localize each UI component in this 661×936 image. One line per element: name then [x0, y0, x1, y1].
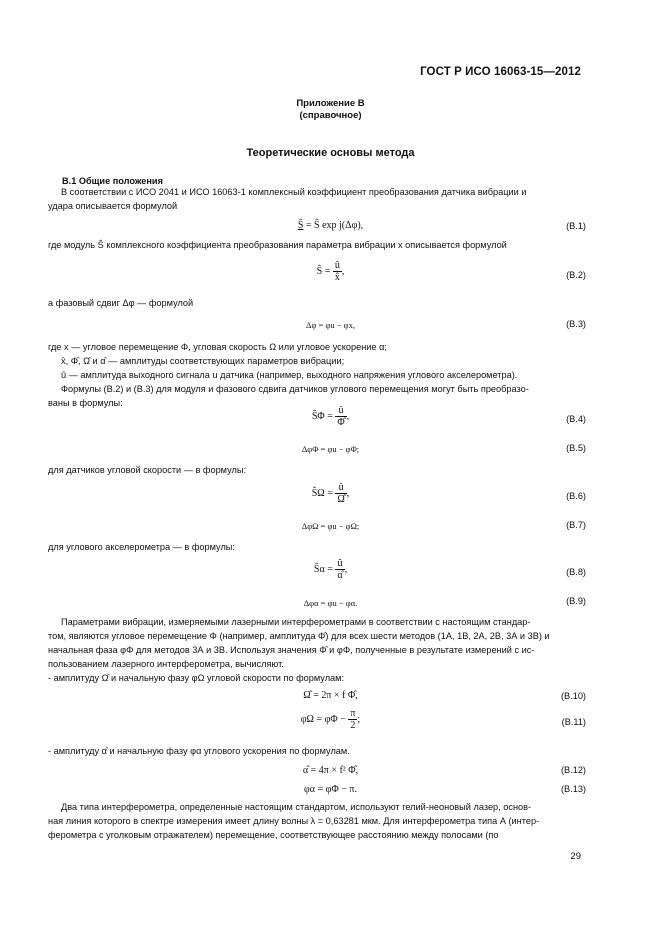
- fraction-numerator: û: [335, 405, 346, 417]
- formula-number: (В.4): [566, 414, 586, 424]
- fraction: [335, 482, 346, 505]
- paragraph-interferometer: [48, 800, 614, 842]
- text-line: Формулы (В.2) и (В.3) для модуля и фазового сдвига датчиков углового перемещения могут быть преобразо-: [61, 384, 529, 394]
- text-line: для углового акселерометра — в формулы:: [48, 542, 235, 552]
- formula-b11: [200, 708, 461, 731]
- formula-b10: Ω̂ = 2π × f Φ̂,: [303, 690, 358, 701]
- text-line: x̂, Φ̂, Ω̂ и α̂ — амплитуды соответствующих параметров вибрации;: [61, 356, 345, 366]
- paragraph-text: [48, 463, 614, 477]
- fraction-numerator: π: [350, 708, 356, 719]
- page-number: 29: [570, 851, 581, 862]
- formula-tail: ,: [346, 487, 350, 499]
- text-line: начальная фаза φΦ для методов 3А и 3В. Используя значения Φ̂ и φΦ, полученные в результате измерений с ис-: [48, 645, 535, 655]
- formula-number: (В.1): [566, 221, 586, 231]
- text-line: - амплитуду Ω̂ и начальную фазу φΩ угловой скорости по формулам:: [48, 673, 345, 683]
- fraction-denominator: 2: [350, 720, 356, 731]
- text-line: В соответствии с ИСО 2041 и ИСО 16063-1 комплексный коэффициент преобразования датчика вибрации и: [61, 187, 527, 197]
- formula-number: (В.7): [566, 520, 586, 530]
- formula-b9: Δφα = φu − φα.: [303, 598, 358, 608]
- fraction-numerator: û: [335, 558, 344, 570]
- text-line: том, являются угловое перемещение Φ (например, амплитуда Φ̂) для всех шести методов (1А, 1В, 2А, 2В, 3А и 3В) и: [48, 631, 550, 641]
- formula-tail: ,: [341, 265, 345, 277]
- fraction-numerator: û: [335, 482, 346, 494]
- formula-number: (В.13): [560, 784, 586, 794]
- formula-number: (В.3): [566, 319, 586, 329]
- formula-b13: φα = φΦ − π.: [304, 784, 357, 795]
- formula-b6: [200, 482, 461, 505]
- text-line: Параметрами вибрации, измеряемыми лазерными интерферометрами в соответствии с настоящим стандар-: [61, 617, 531, 627]
- formula-number: (В.12): [560, 765, 586, 775]
- text-line: где модуль Ŝ комплексного коэффициента преобразования параметра вибрации x описывается формулой: [48, 240, 507, 250]
- formula-lhs: φΩ = φΦ −: [300, 713, 346, 725]
- formula-tail: ,: [346, 410, 350, 422]
- formula-b3: Δφ = φu − φx,: [306, 320, 355, 330]
- formula-number: (В.9): [566, 596, 586, 606]
- text-line: ваны в формулы:: [48, 398, 123, 408]
- paragraph-text: [48, 238, 614, 252]
- formula-lhs: Ŝ =: [316, 265, 331, 277]
- paragraph-text: [48, 296, 614, 310]
- formula-number: (В.8): [566, 567, 586, 577]
- fraction: [335, 405, 346, 428]
- formula-number: (В.2): [566, 270, 586, 280]
- fraction: [333, 260, 342, 283]
- document-header: ГОСТ Р ИСО 16063-15—2012: [420, 66, 581, 78]
- fraction-denominator: Ω̂: [337, 494, 345, 505]
- paragraph-text: [48, 744, 614, 758]
- fraction-denominator: Φ̂: [337, 417, 345, 428]
- fraction-denominator: α̂: [337, 570, 343, 581]
- text-line: ная линия которого в спектре измерения имеет длину волны λ = 0,63281 мкм. Для интерферометра типа А (интер-: [48, 816, 540, 826]
- formula-tail: ;: [357, 713, 361, 725]
- formula-b4: [200, 405, 461, 428]
- formula-lhs: Ŝα =: [313, 563, 333, 575]
- fraction-denominator: x̂: [334, 272, 340, 283]
- formula-number: (В.10): [560, 691, 586, 701]
- text-line: û — амплитуда выходного сигнала u датчика (например, выходного напряжения углового акселерометра).: [61, 370, 518, 380]
- text-line: - амплитуду α̂ и начальную фазу φα углового ускорения по формулам.: [48, 746, 350, 756]
- formula-b5: ΔφΦ = φu − φΦ;: [301, 444, 360, 454]
- appendix-label: Приложение В: [296, 98, 365, 109]
- formula-number: (В.5): [566, 443, 586, 453]
- formula-number: (В.6): [566, 491, 586, 501]
- formula-number: (В.11): [561, 717, 586, 727]
- formula-lhs: ŜΦ =: [311, 410, 333, 422]
- paragraph-text: [48, 540, 614, 554]
- formula-lhs: Ŝ: [297, 220, 304, 231]
- paragraph-parameters: [48, 615, 614, 685]
- formula-lhs: ŜΩ =: [311, 487, 333, 499]
- text-line: а фазовый сдвиг Δφ — формулой: [48, 298, 194, 308]
- section-heading: В.1 Общие положения: [62, 176, 163, 186]
- formula-b12: α̂ = 4π × f² Φ̂,: [302, 765, 359, 776]
- page-title: Теоретические основы метода: [246, 147, 415, 159]
- appendix-type: (справочное): [299, 109, 362, 121]
- text-line: ферометра с уголковым отражателем) перемещение, соответствующее расстоянию между полосами (по: [48, 830, 499, 840]
- where-definitions: [48, 340, 614, 410]
- text-line: где x — угловое перемещение Φ, угловая скорость Ω или угловое ускорение α;: [48, 342, 387, 352]
- fraction-numerator: û: [334, 260, 340, 271]
- formula-b7: ΔφΩ = φu − φΩ;: [301, 521, 360, 531]
- formula-b8: [200, 558, 461, 581]
- text-line: Два типа интерферометра, определенные настоящим стандартом, используют гелий-неоновый лазер, основ-: [61, 802, 532, 812]
- text-line: удара описывается формулой: [48, 201, 178, 211]
- text-line: пользованием лазерного интерферометра, вычисляют.: [48, 659, 284, 669]
- paragraph-intro: [48, 185, 614, 213]
- formula-b1: [200, 220, 461, 231]
- text-line: для датчиков угловой скорости — в формулы:: [48, 465, 247, 475]
- formula-rhs: = Ŝ exp j(Δφ),: [303, 220, 364, 231]
- appendix-heading: [0, 98, 661, 121]
- fraction: [335, 558, 344, 581]
- formula-b2: [200, 260, 461, 283]
- formula-tail: ,: [344, 563, 348, 575]
